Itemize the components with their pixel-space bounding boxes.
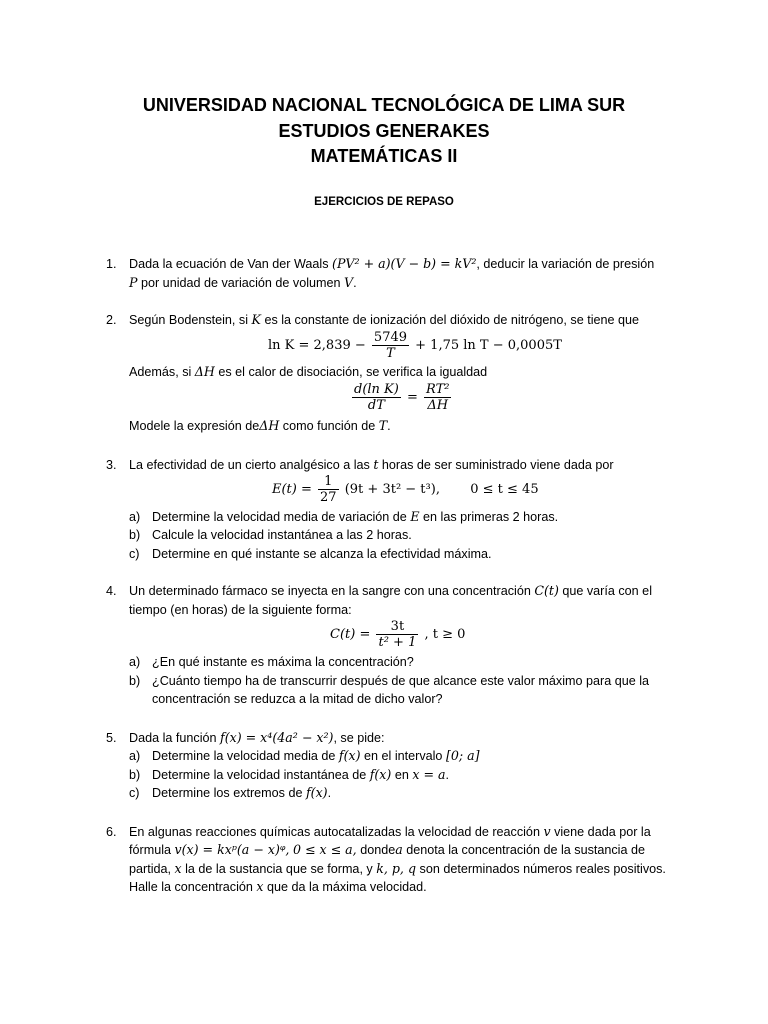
exercise-2-line-1 [129, 311, 639, 329]
exercise-5-text-cont: , se pide: [333, 731, 385, 745]
exercise-2-line-3 [129, 417, 391, 435]
eq2-left-denominator: dT [352, 397, 401, 413]
exercise-4-line-2: tiempo (en horas) de la siguiente forma: [129, 603, 352, 617]
eq2-equals: = [406, 390, 418, 405]
eq3-numerator: 1 [324, 474, 333, 489]
eq2-left-numerator: d(ln K) [354, 382, 399, 397]
exercise-1-line-2 [129, 274, 357, 292]
eq2-right-fraction [424, 382, 451, 413]
exercise-2-number: 2. [106, 313, 117, 327]
var-x: x [256, 879, 264, 894]
exercise-6-text-3c: son determinados números reales positivos. [419, 862, 666, 876]
exercise-6-text: En algunas reacciones químicas autocatalizadas la velocidad de reacción [129, 825, 540, 839]
eq4-denominator: t² + 1 [378, 635, 417, 650]
derivative-equation [350, 382, 453, 413]
exercise-3-item-a [152, 508, 558, 526]
var-delta-h-2: ΔH [259, 418, 280, 433]
concentration-equation [330, 619, 465, 650]
period: . [387, 419, 391, 433]
var-f-x: f(x) [306, 785, 328, 800]
var-c-t: C(t) [534, 583, 559, 598]
eq1-fraction [372, 330, 409, 361]
exercise-6-line-2 [129, 841, 645, 859]
var-t: T [378, 418, 388, 433]
exercise-6-number: 6. [106, 825, 117, 839]
domain: 0 ≤ x ≤ a, [292, 842, 357, 857]
exercise-5-number: 5. [106, 731, 117, 745]
exercise-4-item-b-cont: concentración se reduzca a la mitad de dicho valor? [152, 692, 443, 706]
eq1-right: + 1,75 ln T − 0,0005T [415, 338, 562, 353]
item-text: Determine la velocidad instantánea de [152, 768, 367, 782]
var-v: v [543, 824, 551, 839]
exercise-5-item-c [152, 784, 331, 802]
eq3-denominator: 27 [320, 490, 337, 505]
var-a: a [395, 842, 403, 857]
effectiveness-equation [272, 474, 539, 505]
exercise-6-text-2c: denota la concentración de la sustancia de [406, 843, 645, 857]
exercise-5-item-a-label: a) [129, 749, 141, 763]
exercise-6-line-3 [129, 860, 666, 878]
eq2-right-denominator: ΔH [424, 397, 451, 413]
exercise-5-item-a [152, 747, 480, 765]
course-title: MATEMÁTICAS II [310, 146, 458, 166]
item-text-cont: en el intervalo [364, 749, 443, 763]
exercise-6-text-3: partida, [129, 862, 172, 876]
eq4-left: C(t) = [330, 627, 371, 642]
var-f-x: f(x) [338, 748, 361, 763]
exercise-6-text-3b: la de la sustancia que se forma, y [185, 862, 373, 876]
exercise-5-text: Dada la función [129, 731, 217, 745]
eq3-domain: 0 ≤ t ≤ 45 [470, 482, 539, 497]
var-x: x [174, 861, 182, 876]
exercise-1-text-cont: , deducir la variación de presión [476, 257, 655, 271]
exercise-5-item-c-label: c) [129, 786, 140, 800]
eq3-right: (9t + 3t² − t³), [344, 482, 440, 497]
eq2-right-numerator: RT² [426, 382, 450, 397]
x-equals-a: x = a [412, 767, 446, 782]
exercise-1-number: 1. [106, 257, 117, 271]
eq2-left-fraction [352, 382, 401, 413]
exercise-4-number: 4. [106, 584, 117, 598]
van-der-waals-equation: (PV² + a)(V − b) = kV² [332, 256, 477, 271]
exercise-2-text-2b: es el calor de disociación, se verifica la igualdad [218, 365, 488, 379]
var-t: t [373, 457, 379, 472]
item-text-cont: en [394, 768, 409, 782]
exercise-6-text-2b: donde [360, 843, 396, 857]
studies-title: ESTUDIOS GENERAKES [278, 121, 490, 141]
reaction-velocity-formula: v(x) = kxᵖ(a − x)ᵠ, [174, 842, 290, 857]
exercise-4-text-cont: que varía con el [562, 584, 652, 598]
var-v: V [344, 275, 354, 290]
exercise-6-line-1 [129, 823, 651, 841]
eq4-right: , t ≥ 0 [424, 627, 466, 642]
exercise-4-item-a-label: a) [129, 655, 141, 669]
var-f-x: f(x) [369, 767, 392, 782]
interval: [0; a] [445, 748, 480, 763]
exercise-6-text-2: fórmula [129, 843, 171, 857]
exercise-4-item-b: ¿Cuánto tiempo ha de transcurrir después de que alcance este valor máximo para que la [152, 674, 650, 688]
exercise-3-number: 3. [106, 458, 117, 472]
eq1-left: ln K = 2,839 − [268, 338, 366, 353]
item-text: Determine los extremos de [152, 786, 303, 800]
exercise-3-line-1 [129, 456, 614, 474]
eq4-numerator: 3t [390, 619, 405, 634]
exercise-2-line-2 [129, 363, 487, 381]
exercise-3-text: La efectividad de un cierto analgésico a las [129, 458, 370, 472]
exercise-5-item-b [152, 766, 449, 784]
exercise-6-line-4 [129, 878, 427, 896]
eq1-denominator: T [372, 345, 409, 361]
exercise-6-text-4b: que da la máxima velocidad. [267, 880, 427, 894]
exercise-6-text-cont: viene dada por la [554, 825, 651, 839]
eq1-numerator: 5749 [373, 330, 408, 345]
exercise-3-item-c-label: c) [129, 547, 140, 561]
period: . [445, 768, 450, 782]
exercise-2-text-3: Modele la expresión de [129, 419, 260, 433]
bodenstein-equation [268, 330, 562, 361]
exercise-3-item-c: Determine en qué instante se alcanza la efectividad máxima. [152, 547, 492, 561]
function-f-equation: f(x) = x⁴(4a² − x²) [220, 730, 334, 745]
exercise-3-item-b: Calcule la velocidad instantánea a las 2 horas. [152, 528, 412, 542]
exercise-1-line-1 [129, 255, 654, 273]
exercise-4-text: Un determinado fármaco se inyecta en la sangre con una concentración [129, 584, 531, 598]
exercise-2-text-cont: es la constante de ionización del dióxido de nitrógeno, se tiene que [264, 313, 640, 327]
exercise-4-line-1 [129, 582, 652, 600]
exercise-2-text: Según Bodenstein, si [129, 313, 249, 327]
section-title: EJERCICIOS DE REPASO [314, 196, 454, 208]
eq4-fraction [376, 619, 418, 650]
exercise-1-text: Dada la ecuación de Van der Waals [129, 257, 329, 271]
var-delta-h: ΔH [194, 364, 215, 379]
item-text: Determine la velocidad media de variación de [152, 510, 407, 524]
exercise-3-item-b-label: b) [129, 528, 141, 542]
exercise-3-item-a-label: a) [129, 510, 141, 524]
exercise-5-line-1 [129, 729, 385, 747]
university-title: UNIVERSIDAD NACIONAL TECNOLÓGICA DE LIMA SUR [142, 95, 626, 115]
exercise-5-item-b-label: b) [129, 768, 141, 782]
exercise-2-text-2: Además, si [129, 365, 192, 379]
exercise-4-item-b-label: b) [129, 674, 141, 688]
exercise-6-text-4: Halle la concentración [129, 880, 253, 894]
period: . [327, 786, 332, 800]
var-p: P [129, 275, 138, 290]
period: . [353, 276, 357, 290]
item-text-cont: en las primeras 2 horas. [423, 510, 559, 524]
vars-k-p-q: k, p, q [376, 861, 417, 876]
exercise-4-item-a: ¿En qué instante es máxima la concentración? [152, 655, 414, 669]
exercise-3-text-cont: horas de ser suministrado viene dada por [381, 458, 614, 472]
exercise-2-text-3b: como función de [282, 419, 376, 433]
eq3-fraction [318, 474, 339, 505]
exercise-1-text-2: por unidad de variación de volumen [140, 276, 341, 290]
item-text: Determine la velocidad media de [152, 749, 336, 763]
eq3-left: E(t) = [272, 482, 312, 497]
var-k: K [251, 312, 261, 327]
var-e: E [410, 509, 420, 524]
